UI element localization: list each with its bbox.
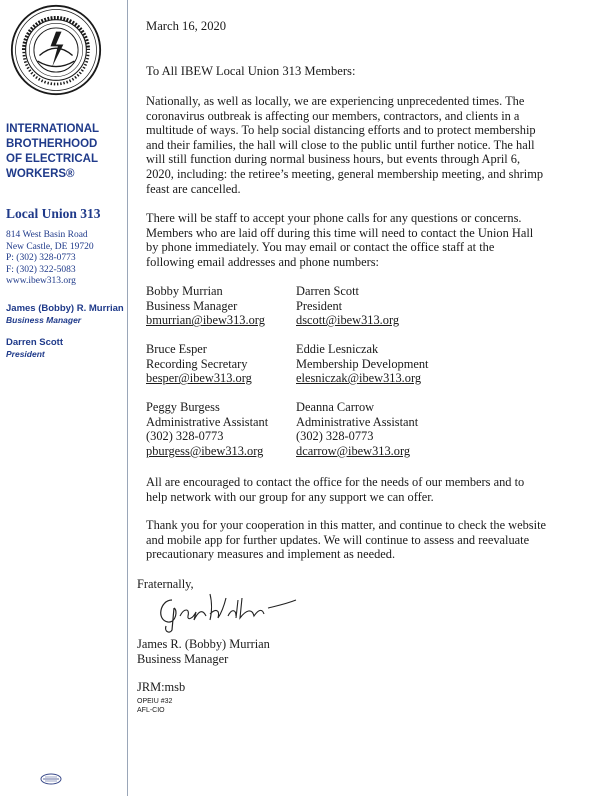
address-block [6,230,94,288]
officer-name: Darren Scott [6,337,64,348]
ibew-seal-logo [10,4,102,96]
paragraph-line: following email addresses and phone numbers: [146,254,379,269]
paragraph-line: and mobile app for further updates. We will continue to assess and reevaluate [146,532,530,547]
address-city: New Castle, DE 19720 [6,241,94,252]
contact-email-link[interactable]: elesniczak@ibew313.org [296,371,422,386]
contact-name: Bruce Esper [146,342,207,356]
contact-phone: (302) 328-0773 [296,429,374,444]
contact-email-link[interactable]: bmurrian@ibew313.org [146,313,265,328]
signature-block [137,637,270,666]
letter-closing: Fraternally, [137,577,194,591]
paragraph-closure [146,94,576,196]
paragraph-line: multitude of ways. To help social distancing efforts and to protect membership [146,123,536,138]
paragraph-line: All are encouraged to contact the office for the needs of our members and to [146,475,525,489]
contact-deanna-carrow [296,400,418,458]
contact-bobby-murrian [146,284,265,328]
contact-email-link[interactable]: dcarrow@ibew313.org [296,443,411,458]
paragraph-line: 2020, including: the retiree’s meeting, general membership meeting, and shrimp [146,166,544,181]
contact-phone: (302) 328-0773 [146,429,224,444]
org-name-line: OF ELECTRICAL [6,153,98,165]
paragraph-line: coronavirus outbreak is affecting our members, contractors, and clients in a [146,108,520,123]
paragraph-line: Members who are laid off during this time will need to contact the Union Hall [146,225,534,240]
contact-name: Peggy Burgess [146,400,220,414]
paragraph-line: and their families, the hall will close to the public until further notice. The hall [146,137,535,152]
letter-salutation: To All IBEW Local Union 313 Members: [146,64,356,78]
contact-role: Membership Development [296,356,429,371]
contact-email-link[interactable]: besper@ibew313.org [146,371,252,386]
contact-name: Eddie Lesniczak [296,342,379,356]
contact-email-link[interactable]: dscott@ibew313.org [296,313,400,328]
contact-peggy-burgess [146,400,268,458]
letter-date: March 16, 2020 [146,19,227,33]
contact-name: Bobby Murrian [146,284,223,298]
contact-email-link[interactable]: pburgess@ibew313.org [146,443,264,458]
officer-business-manager [6,303,126,326]
local-union-heading: Local Union 313 [6,206,101,221]
officer-president [6,337,126,360]
signature-name: James R. (Bobby) Murrian [137,637,270,651]
officer-name: James (Bobby) R. Murrian [6,303,124,314]
union-label-icon [40,773,62,785]
handwritten-signature [150,586,300,636]
address-website: www.ibew313.org [6,276,76,286]
paragraph-line: help network with our group for any support we can offer. [146,489,434,504]
contact-role: Business Manager [146,298,238,313]
paragraph-thanks [146,518,576,562]
address-street: 814 West Basin Road [6,230,88,240]
contact-role: Administrative Assistant [146,414,269,429]
paragraph-line: by phone immediately. You may email or contact the office staff at the [146,240,495,255]
contact-bruce-esper [146,342,252,386]
sidebar-divider [127,0,128,796]
address-fax: F: (302) 322-5083 [6,264,76,275]
union-mark: OPEIU #32 [137,698,173,705]
paragraph-line: will still function during normal business hours, but events through April 6, [146,152,521,167]
paragraph-line: There will be staff to accept your phone calls for any questions or concerns. [146,211,522,225]
paragraph-line: precautionary measures and implement as needed. [146,547,396,562]
org-name [6,122,124,182]
org-name-line: INTERNATIONAL [6,123,100,135]
org-name-line: BROTHERHOOD [6,138,98,150]
paragraph-encourage [146,475,576,504]
contact-role: Recording Secretary [146,356,248,371]
address-phone: P: (302) 328-0773 [6,253,76,263]
contact-darren-scott [296,284,399,328]
officer-title: Business Manager [6,315,82,325]
contact-name: Darren Scott [296,284,359,298]
paragraph-line: Nationally, as well as locally, we are experiencing unprecedented times. The [146,94,525,108]
signature-title: Business Manager [137,651,229,666]
union-mark: AFL-CIO [137,707,165,714]
contact-role: Administrative Assistant [296,414,419,429]
paragraph-staff [146,211,576,269]
initials: JRM:msb [137,680,186,694]
union-marks [137,697,172,715]
org-name-line: WORKERS® [6,168,75,180]
contact-role: President [296,298,343,313]
sidebar [0,0,128,796]
contact-name: Deanna Carrow [296,400,375,414]
officer-title: President [6,349,45,359]
contact-eddie-lesniczak [296,342,428,386]
paragraph-line: feast are cancelled. [146,181,241,196]
paragraph-line: Thank you for your cooperation in this matter, and continue to check the website [146,518,547,532]
